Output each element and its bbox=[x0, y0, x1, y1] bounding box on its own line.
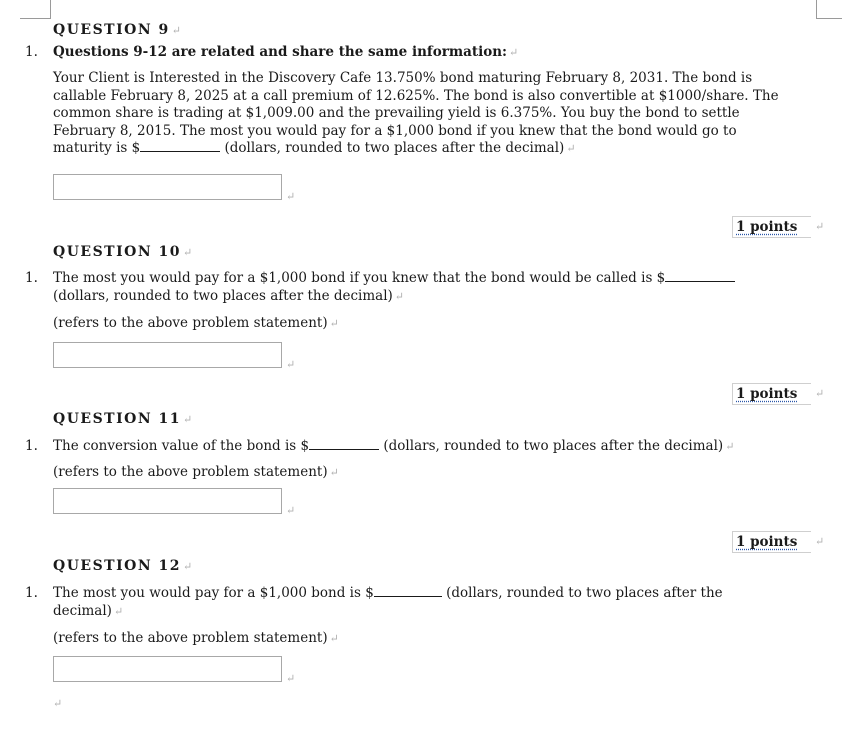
question-9-number: 1. bbox=[25, 44, 38, 60]
question-10-text: The most you would pay for a $1,000 bond if you knew that the bond would be called is $ (dollars, rounded to two places after the decimal) ↵ bbox=[53, 270, 735, 305]
question-11-title: QUESTION 11 ↵ bbox=[53, 411, 193, 427]
page-corner-mark-left bbox=[20, 0, 51, 19]
question-9-title: QUESTION 9 ↵ bbox=[53, 22, 181, 38]
question-12-refers: (refers to the above problem statement) ↵ bbox=[53, 630, 339, 646]
question-9-points[interactable]: 1 points bbox=[732, 216, 811, 238]
question-10-answer-input[interactable] bbox=[53, 342, 282, 368]
question-10-box-mark: ↵ bbox=[286, 358, 296, 371]
question-11-number: 1. bbox=[25, 438, 38, 454]
question-12-answer-input[interactable] bbox=[53, 656, 282, 682]
question-9-heading: Questions 9-12 are related and share the same information: ↵ bbox=[53, 44, 519, 60]
question-12-title: QUESTION 12 ↵ bbox=[53, 558, 193, 574]
question-11-answer-input[interactable] bbox=[53, 488, 282, 514]
question-11-points[interactable]: 1 points bbox=[732, 531, 811, 553]
question-9-body: Your Client is Interested in the Discovery Cafe 13.750% bond maturing February 8, 2031. The bond is callable February 8, 2025 at a call premium of 12.625%. The bond is also convertible at $1000/share. The common share is trading at $1,009.00 and the prevailing yield is 6.375%. You buy the bond to settle February 8, 2015. The most you would pay for a $1,000 bond if you knew that the bond would go to maturity is $ (dollars, rounded to two places after the decimal) ↵ bbox=[53, 70, 779, 156]
question-9-box-mark: ↵ bbox=[286, 190, 296, 203]
question-11-points-mark: ↵ bbox=[815, 535, 825, 548]
end-paragraph-mark: ↵ bbox=[53, 697, 63, 710]
question-10-points-mark: ↵ bbox=[815, 387, 825, 400]
page-corner-mark-right bbox=[816, 0, 842, 19]
question-9-answer-input[interactable] bbox=[53, 174, 282, 200]
question-10-refers: (refers to the above problem statement) ↵ bbox=[53, 315, 339, 331]
question-11-box-mark: ↵ bbox=[286, 504, 296, 517]
question-11-refers: (refers to the above problem statement) ↵ bbox=[53, 464, 339, 480]
question-12-box-mark: ↵ bbox=[286, 672, 296, 685]
question-12-number: 1. bbox=[25, 585, 38, 601]
question-10-number: 1. bbox=[25, 270, 38, 286]
question-12-text: The most you would pay for a $1,000 bond is $ (dollars, rounded to two places after the decimal) ↵ bbox=[53, 585, 723, 619]
question-10-title: QUESTION 10 ↵ bbox=[53, 244, 193, 260]
question-10-points[interactable]: 1 points bbox=[732, 383, 811, 405]
question-11-text: The conversion value of the bond is $ (dollars, rounded to two places after the decimal) ↵ bbox=[53, 438, 735, 454]
question-9-points-mark: ↵ bbox=[815, 220, 825, 233]
